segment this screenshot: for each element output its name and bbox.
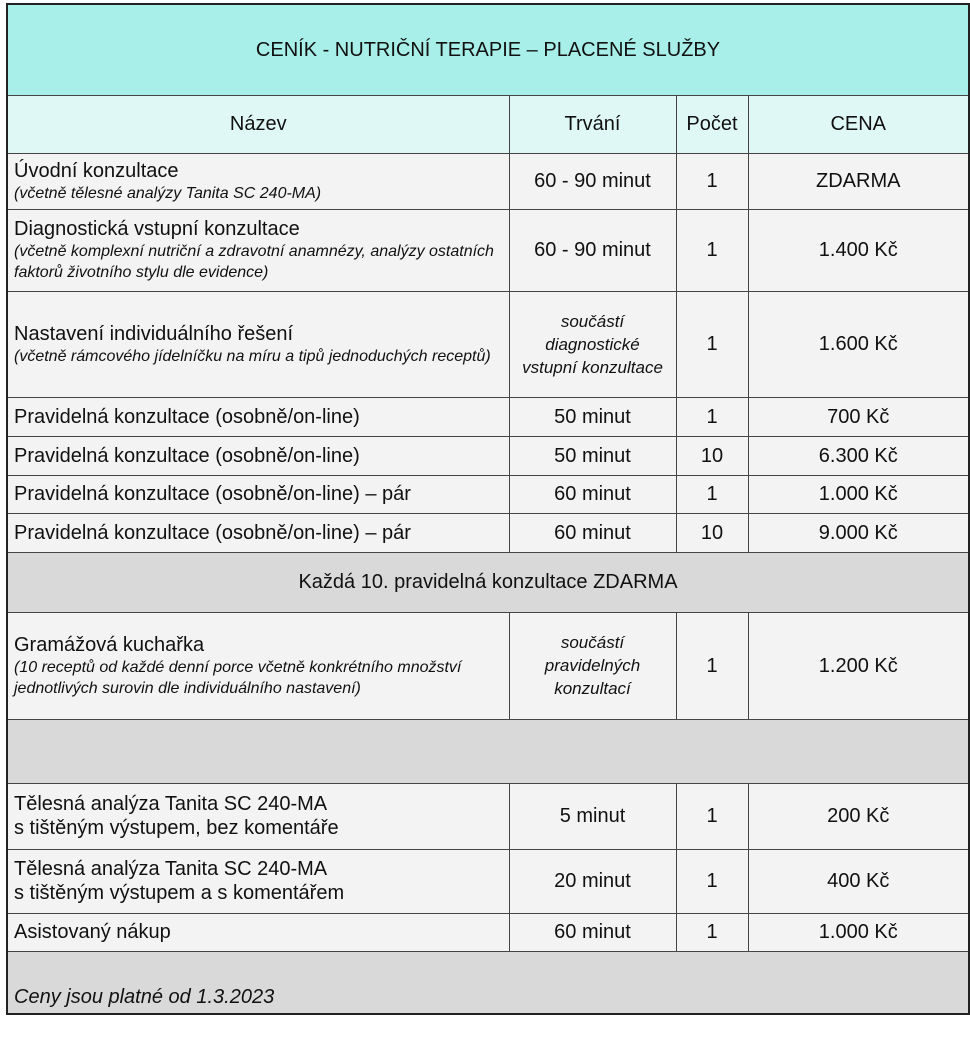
service-note: (10 receptů od každé denní porce včetně konkrétního množství jednotlivých surovin dle individuálního nastavení) (14, 658, 462, 697)
col-header-price: CENA (748, 95, 969, 153)
service-cell (7, 209, 509, 291)
service-name-line2: s tištěným výstupem a s komentářem (14, 882, 345, 904)
duration-cell: součástí pravidelných konzultací (509, 612, 676, 719)
promo-text: Každá 10. pravidelná konzultace ZDARMA (7, 552, 969, 612)
col-header-name: Název (7, 95, 509, 153)
price-cell: 6.300 Kč (748, 436, 969, 475)
price-cell: 1.000 Kč (748, 475, 969, 513)
table-row (7, 913, 969, 951)
count-cell: 1 (676, 209, 748, 291)
header-row (7, 95, 969, 153)
spacer-row (7, 719, 969, 783)
footer-row (7, 951, 969, 1014)
table-row (7, 513, 969, 552)
duration-cell: 20 minut (509, 849, 676, 913)
duration-cell: 60 minut (509, 913, 676, 951)
service-name-line2: s tištěným výstupem, bez komentáře (14, 817, 339, 839)
price-list-table (6, 3, 970, 1015)
service-cell (7, 849, 509, 913)
service-cell (7, 612, 509, 719)
service-name: Asistovaný nákup (7, 913, 509, 951)
duration-cell: součástí diagnostické vstupní konzultace (509, 291, 676, 397)
service-cell (7, 783, 509, 849)
price-cell: 400 Kč (748, 849, 969, 913)
promo-row (7, 552, 969, 612)
service-name: Tělesná analýza Tanita SC 240-MA (14, 793, 328, 815)
duration-cell: 5 minut (509, 783, 676, 849)
count-cell: 1 (676, 849, 748, 913)
service-name: Úvodní konzultace (14, 159, 179, 182)
service-note: (včetně rámcového jídelníčku na míru a tipů jednoduchých receptů) (14, 347, 491, 365)
count-cell: 1 (676, 913, 748, 951)
duration-cell: 50 minut (509, 436, 676, 475)
service-name: Pravidelná konzultace (osobně/on-line) – pár (7, 475, 509, 513)
count-cell: 1 (676, 153, 748, 209)
table-title: CENÍK - NUTRIČNÍ TERAPIE – PLACENÉ SLUŽBY (7, 4, 969, 95)
duration-cell: 60 - 90 minut (509, 153, 676, 209)
validity-note: Ceny jsou platné od 1.3.2023 (7, 951, 969, 1014)
price-cell: 1.200 Kč (748, 612, 969, 719)
count-cell: 10 (676, 436, 748, 475)
service-cell (7, 153, 509, 209)
service-name: Diagnostická vstupní konzultace (14, 218, 300, 240)
service-note: (včetně komplexní nutriční a zdravotní anamnézy, analýzy ostatních faktorů životního stylu dle evidence) (14, 243, 494, 281)
table-row (7, 209, 969, 291)
duration-cell: 60 minut (509, 513, 676, 552)
duration-cell: 60 - 90 minut (509, 209, 676, 291)
service-name: Pravidelná konzultace (osobně/on-line) – pár (7, 513, 509, 552)
count-cell: 1 (676, 397, 748, 436)
table-row (7, 475, 969, 513)
table-row (7, 783, 969, 849)
price-cell: 1.400 Kč (748, 209, 969, 291)
service-cell (7, 291, 509, 397)
service-name: Nastavení individuálního řešení (14, 322, 294, 345)
table-row (7, 153, 969, 209)
duration-cell: 60 minut (509, 475, 676, 513)
price-cell: 200 Kč (748, 783, 969, 849)
count-cell: 1 (676, 783, 748, 849)
service-name: Tělesná analýza Tanita SC 240-MA (14, 858, 328, 880)
price-cell: 1.000 Kč (748, 913, 969, 951)
spacer-cell (7, 719, 969, 783)
price-cell: 9.000 Kč (748, 513, 969, 552)
service-name: Gramážová kuchařka (14, 633, 205, 656)
col-header-count: Počet (676, 95, 748, 153)
table-row (7, 849, 969, 913)
service-name: Pravidelná konzultace (osobně/on-line) (7, 397, 509, 436)
duration-cell: 50 minut (509, 397, 676, 436)
table-row (7, 291, 969, 397)
count-cell: 10 (676, 513, 748, 552)
count-cell: 1 (676, 291, 748, 397)
service-name: Pravidelná konzultace (osobně/on-line) (7, 436, 509, 475)
service-note: (včetně tělesné analýzy Tanita SC 240-MA) (14, 184, 322, 202)
table-row (7, 436, 969, 475)
count-cell: 1 (676, 612, 748, 719)
price-cell: 700 Kč (748, 397, 969, 436)
price-cell: 1.600 Kč (748, 291, 969, 397)
count-cell: 1 (676, 475, 748, 513)
table-row (7, 397, 969, 436)
table-row (7, 612, 969, 719)
price-cell: ZDARMA (748, 153, 969, 209)
col-header-duration: Trvání (509, 95, 676, 153)
